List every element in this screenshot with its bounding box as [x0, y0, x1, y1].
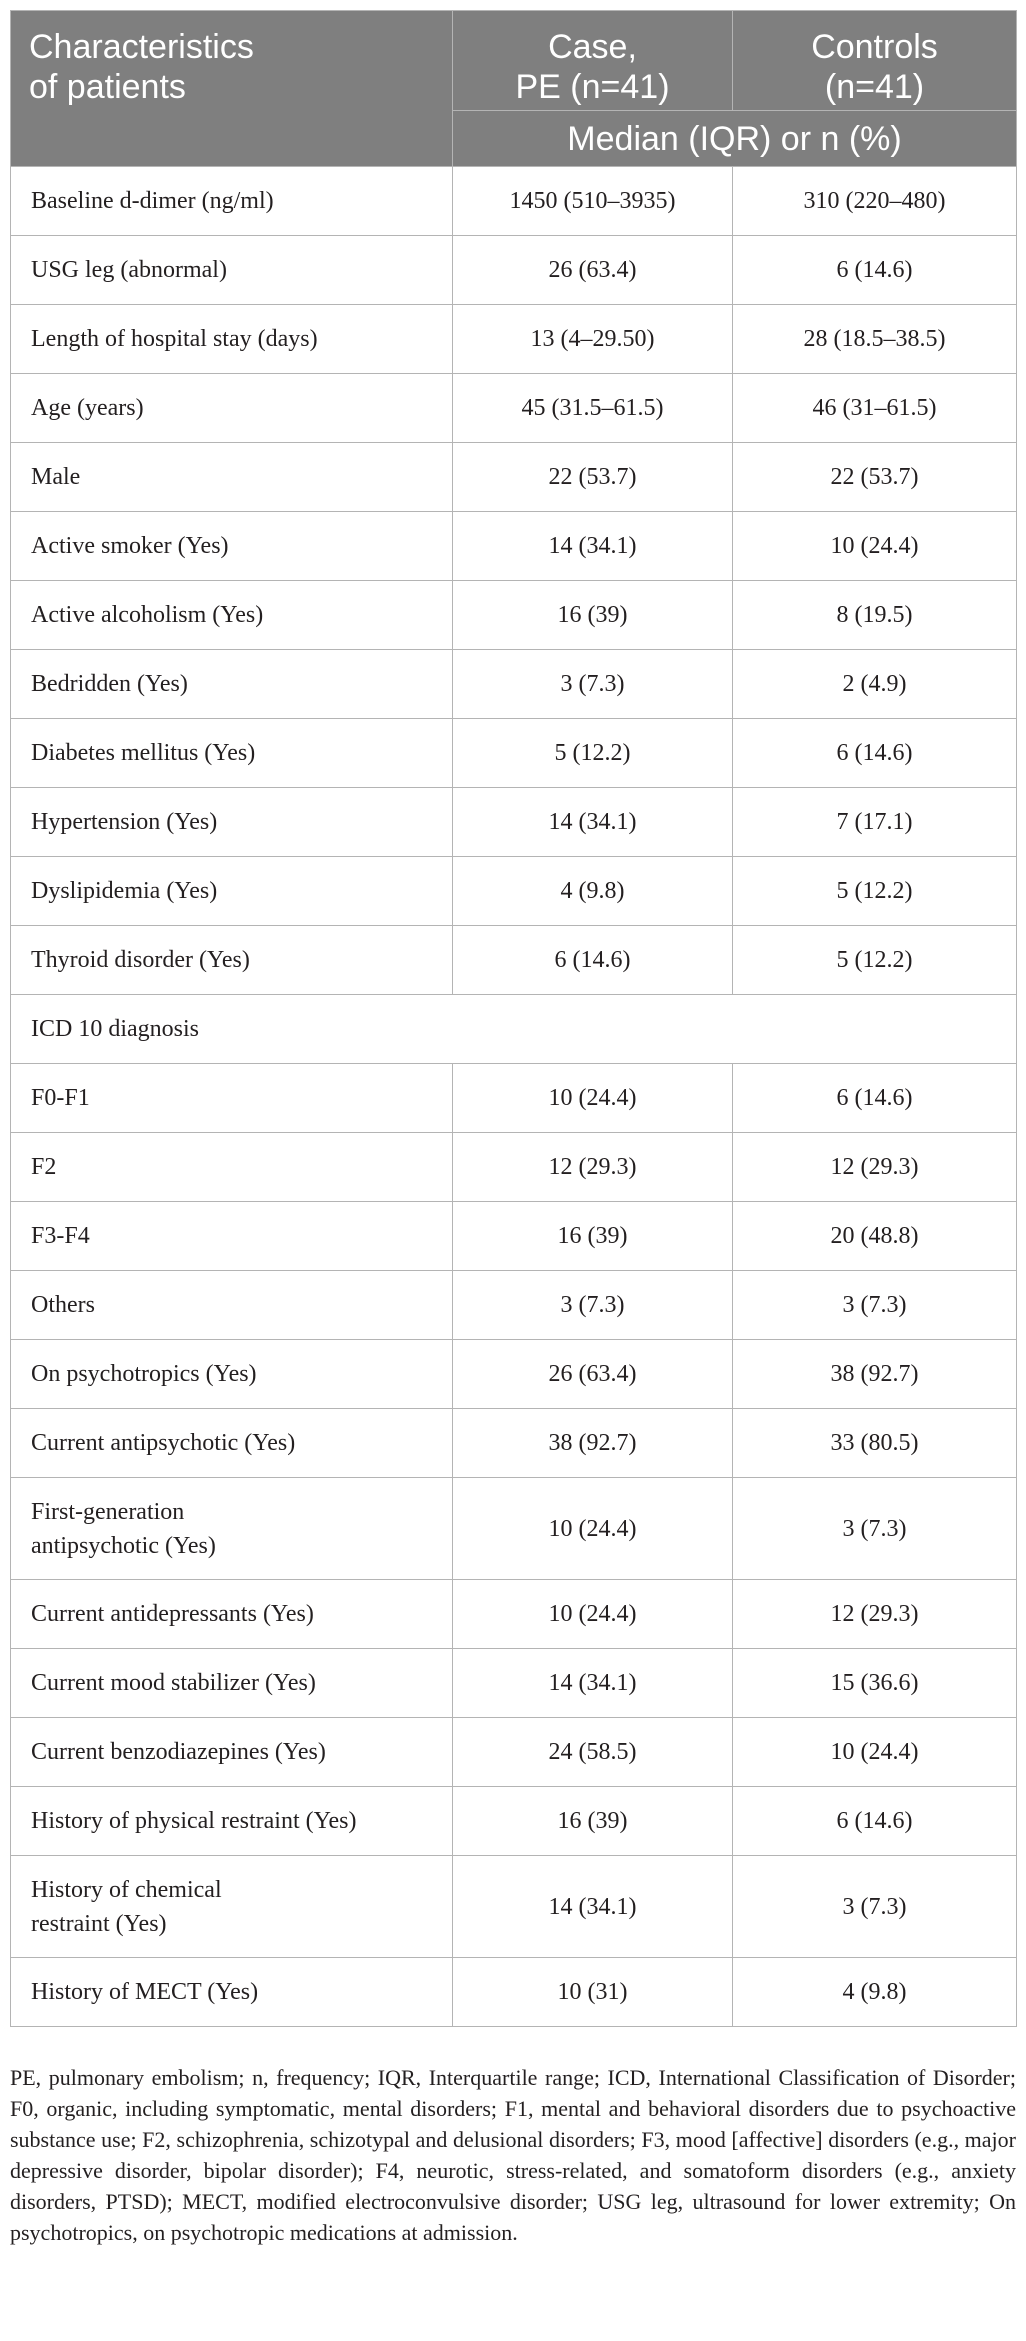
header-controls-line1: Controls: [811, 28, 938, 66]
row-label-line1: Current antidepressants (Yes): [31, 1601, 314, 1627]
row-label: [11, 236, 453, 305]
table-row: [11, 1271, 1017, 1340]
case-value: 14 (34.1): [453, 512, 733, 581]
case-value: 5 (12.2): [453, 719, 733, 788]
row-label-line1: Baseline d-dimer (ng/ml): [31, 188, 274, 214]
row-label: [11, 650, 453, 719]
case-value: 26 (63.4): [453, 236, 733, 305]
row-label-line1: History of chemical: [31, 1876, 222, 1903]
table-header: [11, 11, 1017, 167]
row-label: [11, 926, 453, 995]
row-label-line1: Active smoker (Yes): [31, 533, 229, 559]
row-label: [11, 167, 453, 236]
header-case-line1: Case,: [548, 28, 637, 66]
table-row: [11, 1064, 1017, 1133]
table-row: [11, 1409, 1017, 1478]
case-value: 3 (7.3): [453, 650, 733, 719]
case-value: 10 (24.4): [453, 1478, 733, 1580]
table-row: [11, 926, 1017, 995]
table-row: [11, 1133, 1017, 1202]
case-value: 14 (34.1): [453, 1856, 733, 1958]
header-characteristics-line2: of patients: [29, 68, 186, 106]
row-label-line1: History of physical restraint (Yes): [31, 1808, 357, 1834]
characteristics-table: [10, 10, 1017, 2027]
row-label: [11, 581, 453, 650]
control-value: 46 (31–61.5): [733, 374, 1017, 443]
row-label: [11, 788, 453, 857]
case-value: 10 (24.4): [453, 1064, 733, 1133]
row-label-line1: Diabetes mellitus (Yes): [31, 740, 256, 766]
control-value: 33 (80.5): [733, 1409, 1017, 1478]
row-label-line1: On psychotropics (Yes): [31, 1361, 257, 1387]
case-value: 10 (24.4): [453, 1580, 733, 1649]
header-characteristics: [11, 11, 453, 167]
control-value: 7 (17.1): [733, 788, 1017, 857]
row-label-line1: Dyslipidemia (Yes): [31, 878, 218, 904]
table-row: [11, 1202, 1017, 1271]
row-label: [11, 857, 453, 926]
row-label: [11, 1409, 453, 1478]
case-value: 38 (92.7): [453, 1409, 733, 1478]
row-label: [11, 1202, 453, 1271]
case-value: 16 (39): [453, 581, 733, 650]
case-value: 16 (39): [453, 1202, 733, 1271]
row-label-line1: History of MECT (Yes): [31, 1979, 259, 2005]
row-label: [11, 719, 453, 788]
control-value: 38 (92.7): [733, 1340, 1017, 1409]
table-row: [11, 1649, 1017, 1718]
row-label: [11, 1649, 453, 1718]
table-row: [11, 1958, 1017, 2027]
row-label: [11, 1478, 453, 1580]
row-label-line1: Hypertension (Yes): [31, 809, 218, 835]
case-value: 14 (34.1): [453, 1649, 733, 1718]
control-value: 5 (12.2): [733, 926, 1017, 995]
header-median: Median (IQR) or n (%): [453, 111, 1017, 167]
row-label-line2: restraint (Yes): [31, 1910, 167, 1937]
row-label-line1: Current antipsychotic (Yes): [31, 1430, 296, 1456]
row-label-line1: Length of hospital stay (days): [31, 326, 318, 352]
control-value: 6 (14.6): [733, 236, 1017, 305]
table-row: [11, 512, 1017, 581]
case-value: 1450 (510–3935): [453, 167, 733, 236]
row-label: [11, 1064, 453, 1133]
row-label-line1: Age (years): [31, 395, 144, 421]
row-label: [11, 305, 453, 374]
table-row: [11, 167, 1017, 236]
row-label: [11, 1580, 453, 1649]
case-value: 14 (34.1): [453, 788, 733, 857]
control-value: 20 (48.8): [733, 1202, 1017, 1271]
row-label-line2: antipsychotic (Yes): [31, 1532, 216, 1559]
case-value: 22 (53.7): [453, 443, 733, 512]
table-row: [11, 857, 1017, 926]
case-value: 45 (31.5–61.5): [453, 374, 733, 443]
control-value: 28 (18.5–38.5): [733, 305, 1017, 374]
header-controls: [733, 11, 1017, 111]
row-label-line1: Current mood stabilizer (Yes): [31, 1670, 316, 1696]
control-value: 3 (7.3): [733, 1478, 1017, 1580]
characteristics-table-container: [10, 10, 1016, 2027]
table-row: [11, 1580, 1017, 1649]
row-label-line1: First-generation: [31, 1498, 185, 1525]
row-label: [11, 1856, 453, 1958]
control-value: 6 (14.6): [733, 719, 1017, 788]
control-value: 6 (14.6): [733, 1787, 1017, 1856]
table-section-row: [11, 995, 1017, 1064]
table-row: [11, 581, 1017, 650]
section-label: ICD 10 diagnosis: [11, 995, 1017, 1064]
table-row: [11, 1340, 1017, 1409]
case-value: 3 (7.3): [453, 1271, 733, 1340]
row-label: [11, 1133, 453, 1202]
control-value: 5 (12.2): [733, 857, 1017, 926]
row-label-line1: USG leg (abnormal): [31, 257, 227, 283]
header-characteristics-line1: Characteristics: [29, 28, 254, 66]
case-value: 4 (9.8): [453, 857, 733, 926]
table-row: [11, 236, 1017, 305]
table-row: [11, 650, 1017, 719]
control-value: 6 (14.6): [733, 1064, 1017, 1133]
case-value: 10 (31): [453, 1958, 733, 2027]
row-label-line1: Others: [31, 1292, 95, 1318]
table-row: [11, 1718, 1017, 1787]
case-value: 26 (63.4): [453, 1340, 733, 1409]
control-value: 22 (53.7): [733, 443, 1017, 512]
case-value: 12 (29.3): [453, 1133, 733, 1202]
control-value: 15 (36.6): [733, 1649, 1017, 1718]
header-case: [453, 11, 733, 111]
row-label-line1: Current benzodiazepines (Yes): [31, 1739, 326, 1765]
case-value: 16 (39): [453, 1787, 733, 1856]
table-row: [11, 788, 1017, 857]
row-label-line1: F2: [31, 1154, 57, 1180]
table-row: [11, 719, 1017, 788]
row-label: [11, 374, 453, 443]
control-value: 12 (29.3): [733, 1580, 1017, 1649]
table-row: [11, 1787, 1017, 1856]
row-label-line1: Thyroid disorder (Yes): [31, 947, 250, 973]
table-row: [11, 1478, 1017, 1580]
row-label-line1: F0-F1: [31, 1085, 90, 1111]
row-label: [11, 1271, 453, 1340]
table-footnote: PE, pulmonary embolism; n, frequency; IQR, Interquartile range; ICD, International Classification of Disorder; F0, organic, including symptomatic, mental disorders; F1, mental and behavioral disorders due to psychoactive substance use; F2, schizophrenia, schizotypal and delusional disorders; F3, mood [affective] disorders (e.g., major depressive disorder, bipolar disorder); F4, neurotic, stress-related, and somatoform disorders (e.g., anxiety disorders, PTSD); MECT, modified electroconvulsive disorder; USG leg, ultrasound for lower extremity; On psychotropics, on psychotropic medications at admission.: [10, 2065, 1016, 2245]
control-value: 8 (19.5): [733, 581, 1017, 650]
row-label: [11, 1787, 453, 1856]
table-body: [11, 167, 1017, 2027]
row-label-line1: Bedridden (Yes): [31, 671, 188, 697]
control-value: 3 (7.3): [733, 1856, 1017, 1958]
control-value: 310 (220–480): [733, 167, 1017, 236]
case-value: 6 (14.6): [453, 926, 733, 995]
table-row: [11, 1856, 1017, 1958]
header-controls-line2: (n=41): [824, 68, 925, 106]
control-value: 4 (9.8): [733, 1958, 1017, 2027]
header-case-line2: PE (n=41): [515, 68, 670, 106]
control-value: 10 (24.4): [733, 1718, 1017, 1787]
table-row: [11, 443, 1017, 512]
row-label: [11, 1340, 453, 1409]
row-label: [11, 1958, 453, 2027]
table-row: [11, 305, 1017, 374]
row-label-line1: Male: [31, 464, 81, 490]
row-label: [11, 1718, 453, 1787]
case-value: 13 (4–29.50): [453, 305, 733, 374]
control-value: 3 (7.3): [733, 1271, 1017, 1340]
table-row: [11, 374, 1017, 443]
control-value: 2 (4.9): [733, 650, 1017, 719]
row-label-line1: F3-F4: [31, 1223, 90, 1249]
row-label-line1: Active alcoholism (Yes): [31, 602, 264, 628]
control-value: 10 (24.4): [733, 512, 1017, 581]
row-label: [11, 443, 453, 512]
case-value: 24 (58.5): [453, 1718, 733, 1787]
row-label: [11, 512, 453, 581]
control-value: 12 (29.3): [733, 1133, 1017, 1202]
